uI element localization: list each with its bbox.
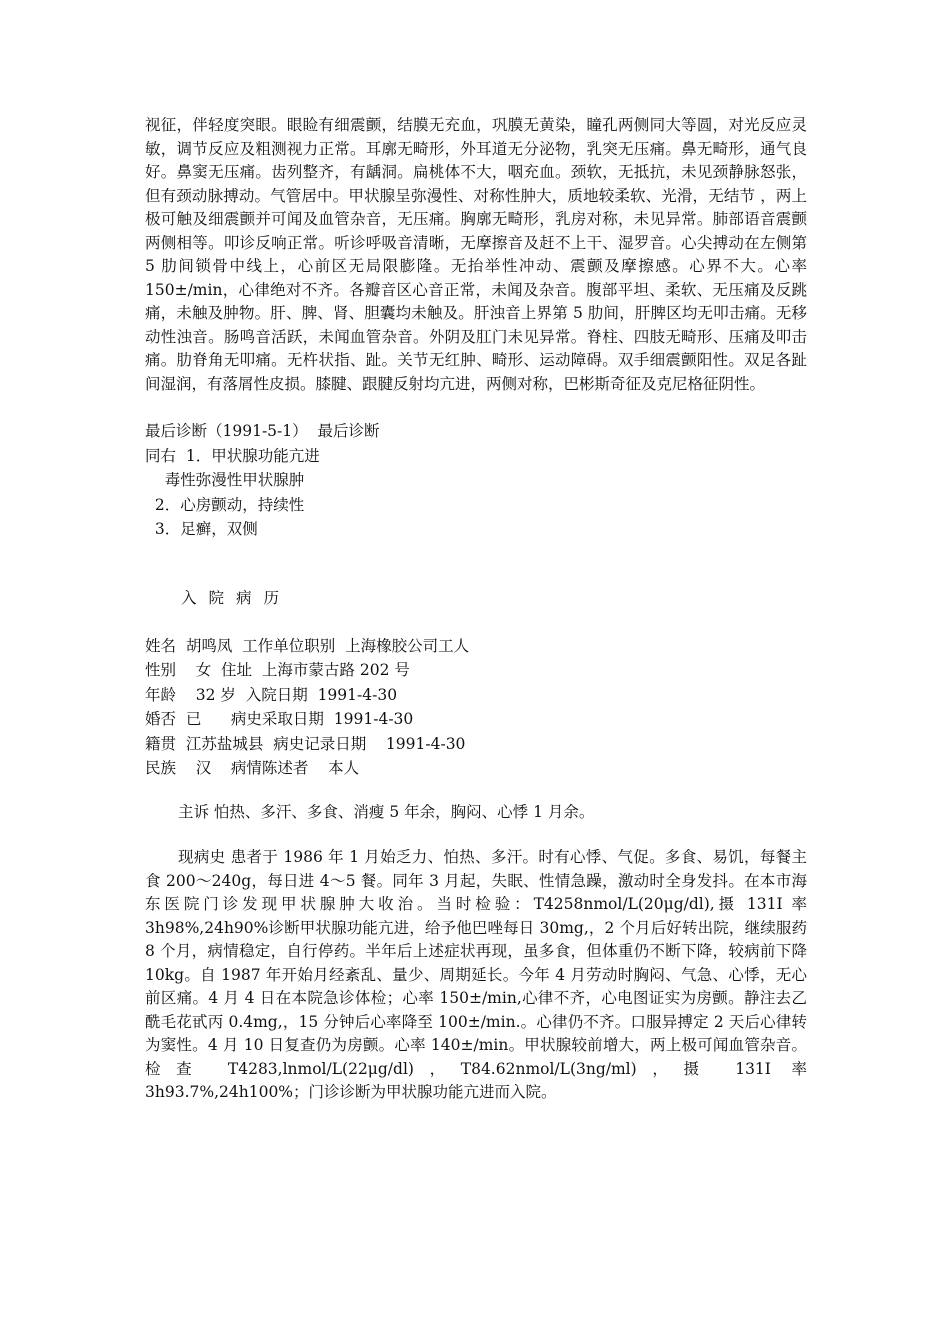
diagnosis-item-2: 2．心房颤动，持续性 — [145, 495, 305, 514]
diagnosis-item-3: 3．足癣，双侧 — [145, 520, 258, 538]
patient-sex-line: 性别 女 住址 上海市蒙古路 202 号 — [145, 661, 410, 679]
patient-age-line: 年龄 32 岁 入院日期 1991-4-30 — [145, 685, 398, 704]
final-diagnosis-heading: 最后诊断（1991-5-1） 最后诊断 — [145, 422, 380, 440]
patient-info-block — [145, 634, 807, 781]
diagnosis-item-1-detail: 毒性弥漫性甲状腺肿 — [145, 471, 305, 489]
patient-ethnicity-line: 民族 汉 病情陈述者 本人 — [145, 759, 360, 777]
present-illness-paragraph: 现病史 患者于 1986 年 1 月始乏力、怕热、多汗。时有心悸、气促。多食、易饥，每餐主食 200～240g，每日进 4～5 餐。同年 3 月起，失眠、性情急躁，激动时全身发抖。在本市海东医院门诊发现甲状腺肿大收治。当时检验：T4258nmol/L(20μg/dl),摄 131I 率 3h98%,24h90%诊断甲状腺功能亢进，给予他巴唑每日 30mg,，2 个月后好转出院，继续服药 8 个月，病情稳定，自行停药。半年后上述症状再现，虽多食，但体重仍不断下降，较病前下降 10kg。自 1987 年开始月经紊乱、量少、周期延长。今年 4 月劳动时胸闷、气急、心悸，无心前区痛。4 月 4 日在本院急诊体检；心率 150±/min,心律不齐，心电图证实为房颤。静注去乙酰毛花甙丙 0.4mg,，15 分钟后心率降至 100±/min.。心律仍不齐。口服异搏定 2 天后心律转为窦性。4 月 10 日复查仍为房颤。心率 140±/min。甲状腺较前增大，两上极可闻血管杂音。检查 T4283,lnmol/L(22μg/dl)，T84.62nmol/L(3ng/ml)，摄 131I 率 3h93.7%,24h100%；门诊诊断为甲状腺功能亢进而入院。 — [145, 848, 807, 1101]
final-diagnosis-block — [145, 419, 807, 542]
diagnosis-item-1: 同右 1．甲状腺功能亢进 — [145, 446, 320, 465]
admission-record-title: 入院病历 — [181, 588, 292, 607]
document-page — [145, 114, 807, 1105]
patient-name-line: 姓名 胡鸣凤 工作单位职别 上海橡胶公司工人 — [145, 636, 470, 655]
chief-complaint: 主诉 怕热、多汗、多食、消瘦 5 年余，胸闷、心悸 1 月余。 — [178, 802, 595, 821]
patient-origin-line: 籍贯 江苏盐城县 病史记录日期 1991-4-30 — [145, 734, 466, 753]
physical-exam-paragraph: 视征，伴轻度突眼。眼睑有细震颤，结膜无充血，巩膜无黄染，瞳孔两侧同大等圆，对光反应灵敏，调节反应及粗测视力正常。耳廓无畸形，外耳道无分泌物，乳突无压痛。鼻无畸形，通气良好。鼻窦无压痛。齿列整齐，有龋洞。扁桃体不大，咽充血。颈软，无抵抗，未见颈静脉怒张，但有颈动脉搏动。气管居中。甲状腺呈弥漫性、对称性肿大，质地较柔软、光滑，无结节 ，两上极可触及细震颤并可闻及血管杂音，无压痛。胸廓无畸形，乳房对称，未见异常。肺部语音震颤两侧相等。叩诊反响正常。听诊呼吸音清晰，无摩擦音及赶不上干、湿罗音。心尖搏动在左侧第 5 肋间锁骨中线上，心前区无局限膨隆。无抬举性冲动、震颤及摩擦感。心界不大。心率 150±/min，心律绝对不齐。各瓣音区心音正常，未闻及杂音。腹部平坦、柔软、无压痛及反跳痛，未触及肿物。肝、脾、肾、胆囊均未触及。肝浊音上界第 5 肋间，肝脾区均无叩击痛。无移动性浊音。肠鸣音活跃，未闻血管杂音。外阴及肛门未见异常。脊柱、四肢无畸形、压痛及叩击痛。肋脊角无叩痛。无杵状指、趾。关节无红肿、畸形、运动障碍。双手细震颤阳性。双足各趾间湿润，有落屑性皮损。膝腱、跟腱反射均亢进，两侧对称，巴彬斯奇征及克尼格征阴性。 — [145, 116, 807, 393]
patient-marital-line: 婚否 已 病史采取日期 1991-4-30 — [145, 710, 414, 728]
